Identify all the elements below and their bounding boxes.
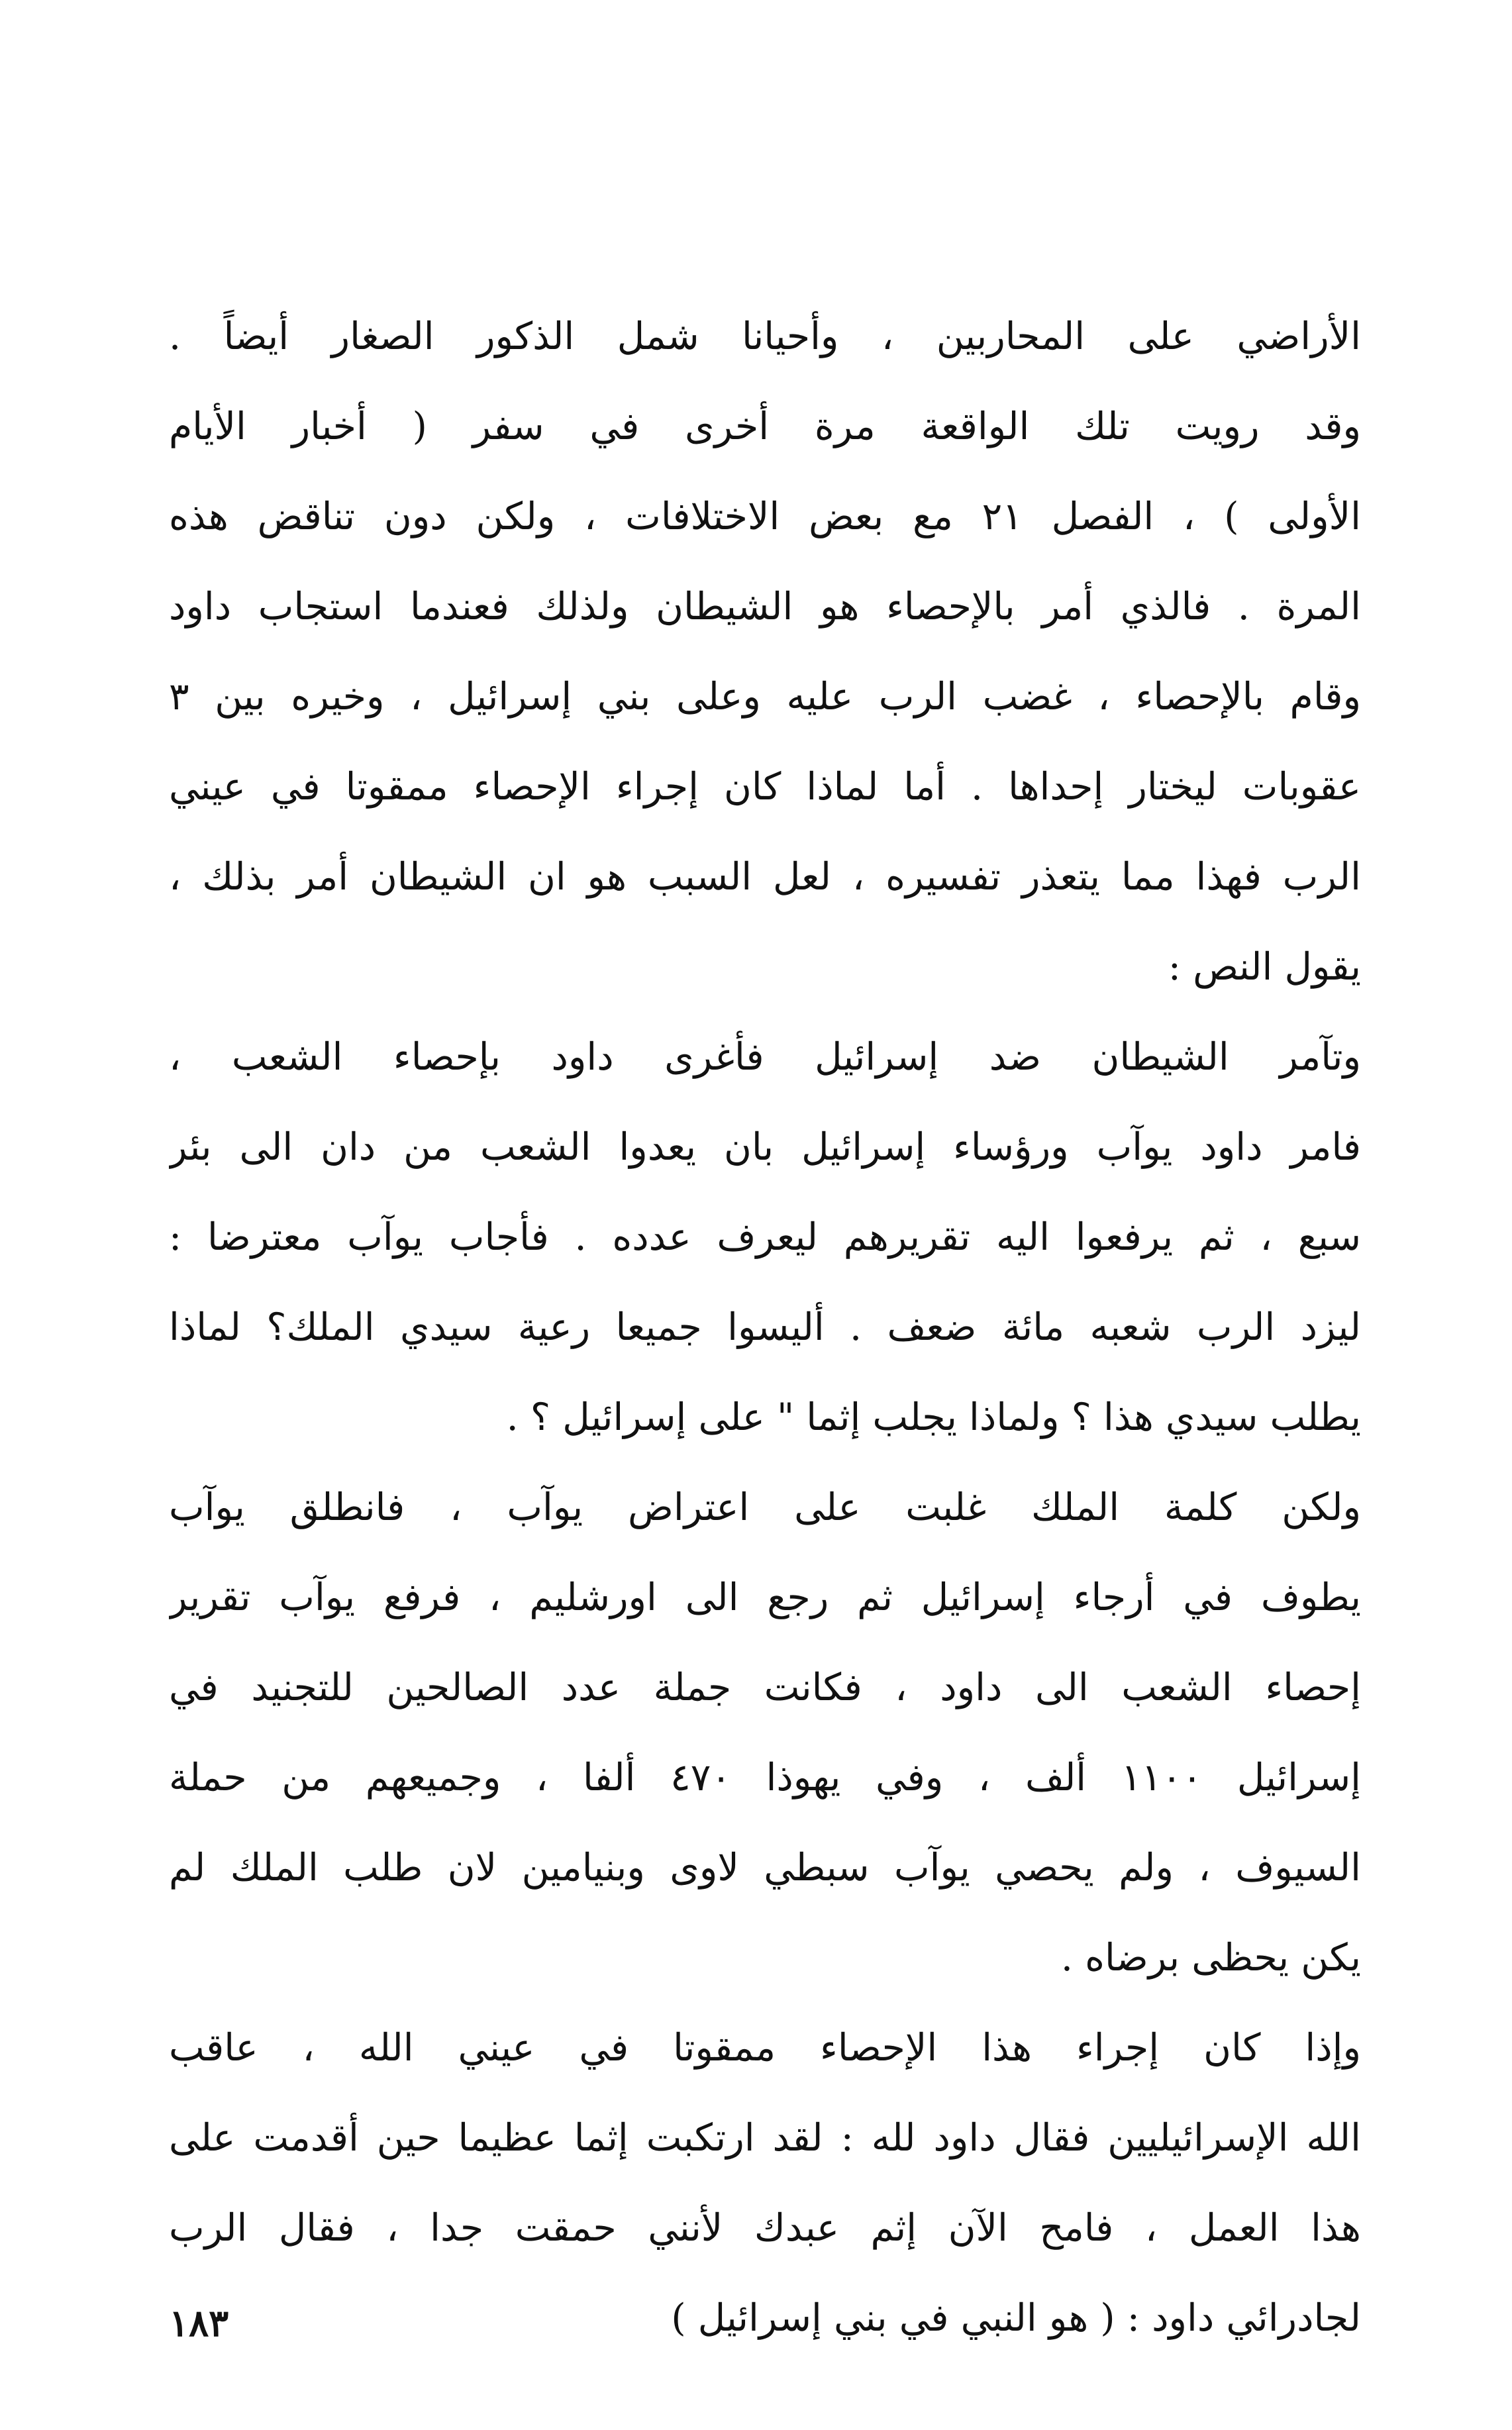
text-line-18: السيوف ، ولم يحصي يوآب سبطي لاوى وبنيامين لان طلب الملك لم (169, 1846, 1361, 1890)
text-line-8: يقول النص : (1168, 945, 1361, 989)
text-line-12: ليزد الرب شعبه مائة ضعف . أليسوا جميعا رعية سيدي الملك؟ لماذا (169, 1305, 1361, 1349)
text-line-14: ولكن كلمة الملك غلبت على اعتراض يوآب ، فانطلق يوآب (169, 1486, 1361, 1529)
text-line-22: هذا العمل ، فامح الآن إثم عبدك لأنني حمقت جدا ، فقال الرب (169, 2206, 1361, 2250)
text-line-3: الأولى ) ، الفصل ٢١ مع بعض الاختلافات ، ولكن دون تناقض هذه (169, 495, 1361, 538)
text-line-5: وقام بالإحصاء ، غضب الرب عليه وعلى بني إسرائيل ، وخيره بين ٣ (169, 675, 1361, 719)
text-line-6: عقوبات ليختار إحداها . أما لماذا كان إجراء الإحصاء ممقوتا في عيني (169, 765, 1361, 809)
text-line-17: إسرائيل ١١٠٠ ألف ، وفي يهوذا ٤٧٠ ألفا ، وجميعهم من حملة (169, 1756, 1361, 1799)
text-line-11: سبع ، ثم يرفعوا اليه تقريرهم ليعرف عدده . فأجاب يوآب معترضا : (169, 1215, 1361, 1259)
text-line-23: لجادرائي داود : ( هو النبي في بني إسرائيل ) (671, 2296, 1361, 2340)
text-line-20: وإذا كان إجراء هذا الإحصاء ممقوتا في عيني الله ، عاقب (169, 2026, 1361, 2070)
text-line-10: فامر داود يوآب ورؤساء إسرائيل بان يعدوا الشعب من دان الى بئر (169, 1125, 1361, 1169)
text-line-19: يكن يحظى برضاه . (1060, 1936, 1361, 1980)
text-line-7: الرب فهذا مما يتعذر تفسيره ، لعل السبب هو ان الشيطان أمر بذلك ، (169, 855, 1361, 899)
page-body-text (169, 291, 1361, 2363)
text-line-9: وتآمر الشيطان ضد إسرائيل فأغرى داود بإحصاء الشعب ، (169, 1035, 1361, 1079)
text-line-16: إحصاء الشعب الى داود ، فكانت جملة عدد الصالحين للتجنيد في (169, 1666, 1361, 1709)
text-line-4: المرة . فالذي أمر بالإحصاء هو الشيطان ولذلك فعندما استجاب داود (169, 585, 1361, 629)
text-line-15: يطوف في أرجاء إسرائيل ثم رجع الى اورشليم ، فرفع يوآب تقرير (169, 1576, 1361, 1619)
text-line-2: وقد رويت تلك الواقعة مرة أخرى في سفر ( أخبار الأيام (169, 405, 1361, 448)
text-line-21: الله الإسرائيليين فقال داود لله : لقد ارتكبت إثما عظيما حين أقدمت على (169, 2116, 1361, 2160)
page-number: ١٨٣ (169, 2302, 229, 2345)
text-line-13: يطلب سيدي هذا ؟ ولماذا يجلب إثما " على إسرائيل ؟ . (506, 1395, 1361, 1439)
text-line-1: الأراضي على المحاربين ، وأحيانا شمل الذكور الصغار أيضاً . (169, 315, 1361, 358)
